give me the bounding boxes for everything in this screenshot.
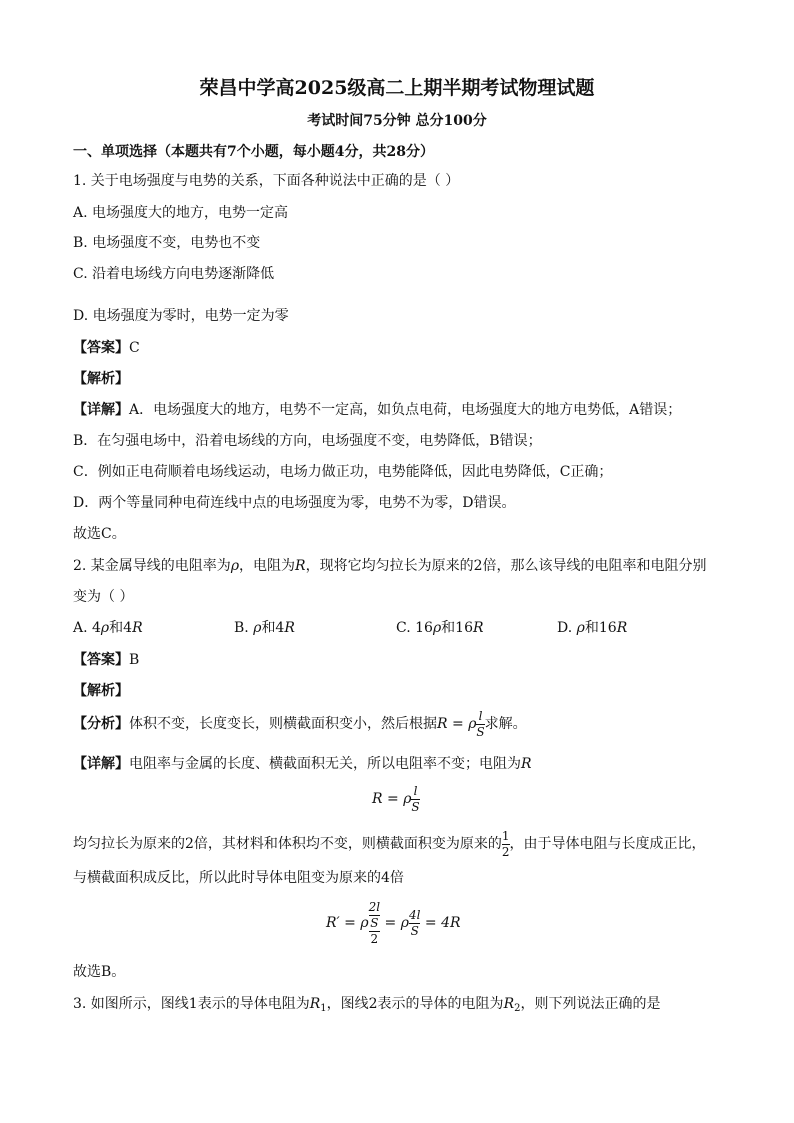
fraction-half [502, 830, 510, 859]
rho-symbol: ρ [400, 915, 409, 931]
answer-value: C [129, 340, 140, 356]
rho-symbol: ρ [360, 915, 369, 931]
r-symbol: R [616, 620, 628, 636]
option-label: C. 16 [396, 620, 433, 636]
inner-fraction [369, 901, 380, 930]
q1-detail-line-4: D．两个等量同种电荷连线中点的电场强度为零，电势不为零，D错误。 [73, 495, 516, 511]
answer-tag: 【答案】 [73, 340, 129, 356]
compound-fraction [369, 901, 380, 946]
numerator: 1 [501, 828, 510, 843]
q1-option-d: D. 电场强度为零时，电势一定为零 [73, 308, 289, 324]
q2-option-b [234, 619, 295, 637]
numerator [369, 901, 380, 930]
numerator: 4l [408, 907, 421, 922]
text: ，电阻为 [239, 558, 296, 574]
fraction [409, 909, 420, 938]
q2-option-a [73, 619, 143, 637]
option-text: 和16 [584, 620, 617, 636]
r-symbol: R [372, 791, 383, 807]
detail-tag: 【详解】 [73, 402, 129, 418]
q2-detail-line-1 [73, 755, 532, 773]
numerator: l [478, 708, 483, 723]
fenxi-tag: 【分析】 [73, 716, 129, 732]
q2-detail-line-3: 与横截面积成反比，所以此时导体电阻变为原来的4倍 [73, 870, 404, 886]
r-prime-symbol: R′ [326, 915, 340, 931]
fenxi-text: 体积不变，长度变长，则横截面积变小，然后根据 [129, 716, 437, 732]
text: ，现将它均匀拉长为原来的2倍，那么该导线的电阻率和电阻分别 [305, 558, 707, 574]
q2-stem-line-2: 变为（ ） [73, 589, 134, 605]
q1-detail-line-1 [73, 401, 681, 419]
section-heading: 一、单项选择（本题共有7个小题，每小题4分，共28分） [73, 144, 434, 160]
detail-text: 均匀拉长为原来的2倍，其材料和体积均不变，则横截面积变为原来的 [73, 836, 502, 852]
rho-symbol: ρ [230, 558, 240, 574]
numerator: l [413, 783, 418, 798]
resistance-formula-inline: R = ρ $\frac{l}{S}$ [437, 708, 485, 739]
rho-symbol: ρ [253, 620, 262, 636]
denominator: 2 [370, 931, 379, 946]
r-symbol: R [295, 558, 306, 574]
r2-symbol: R [503, 996, 515, 1012]
answer-tag: 【答案】 [73, 652, 129, 668]
q2-analysis-tag: 【解析】 [73, 683, 129, 699]
r1-symbol: R [309, 996, 321, 1012]
subscript: 2 [514, 1003, 521, 1014]
q1-answer [73, 339, 140, 357]
formula-resistance: R = ρ $\frac{l}{S}$ [372, 783, 420, 814]
q1-option-c: C. 沿着电场线方向电势逐渐降低 [73, 266, 275, 282]
q1-conclusion: 故选C。 [73, 526, 126, 542]
text: 2. 某金属导线的电阻率为 [73, 558, 231, 574]
detail-tag: 【详解】 [73, 756, 129, 772]
q1-stem: 1. 关于电场强度与电势的关系，下面各种说法中正确的是（ ） [73, 173, 460, 189]
q2-option-c [396, 619, 484, 637]
q2-stem-line-1 [73, 557, 707, 575]
formula-new-resistance: R′ = ρ $\frac{\frac{2l}{S}}{2}$ = ρ $\frac{4l}{S}$ = 4R [326, 899, 461, 946]
option-label: B. [234, 620, 254, 636]
detail-text-end: ，由于导体电阻与长度成正比， [509, 836, 706, 852]
rho-symbol: ρ [100, 620, 110, 636]
rho-symbol: ρ [432, 620, 442, 636]
r-symbol: R [473, 620, 484, 636]
q1-option-a: A. 电场强度大的地方，电势一定高 [73, 205, 289, 221]
q2-fenxi [73, 709, 527, 739]
option-text: 和4 [261, 620, 285, 636]
q2-detail-line-2 [73, 829, 706, 859]
subscript: 1 [320, 1003, 327, 1014]
denominator: S [370, 915, 379, 930]
fenxi-text-end: 求解。 [484, 716, 527, 732]
q2-conclusion: 故选B。 [73, 964, 126, 980]
detail-text: A．电场强度大的地方，电势不一定高，如负点电荷，电场强度大的地方电势低，A错误； [129, 402, 682, 418]
rho-symbol: ρ [468, 716, 477, 732]
exam-info: 考试时间75分钟 总分100分 [307, 113, 487, 129]
q2-option-d [557, 619, 627, 637]
q1-detail-line-2: B．在匀强电场中，沿着电场线的方向，电场强度不变，电势降低，B错误； [73, 433, 542, 449]
rho-symbol: ρ [403, 791, 412, 807]
page-title: 荣昌中学高2025级高二上期半期考试物理试题 [199, 77, 595, 99]
q1-option-b: B. 电场强度不变，电势也不变 [73, 235, 261, 251]
q2-answer [73, 651, 139, 669]
text: 3. 如图所示，图线1表示的导体电阻为 [73, 996, 310, 1012]
option-label: A. 4 [73, 620, 101, 636]
denominator: S [410, 923, 419, 938]
detail-text: 电阻率与金属的长度、横截面积无关，所以电阻率不变；电阻为 [129, 756, 521, 772]
r-symbol: R [284, 620, 295, 636]
denominator: 2 [501, 844, 510, 859]
q1-analysis-tag: 【解析】 [73, 371, 129, 387]
text: ，则下列说法正确的是 [520, 996, 661, 1012]
fraction [476, 710, 484, 739]
q3-stem [73, 995, 660, 1018]
rho-symbol: ρ [576, 620, 585, 636]
r-symbol: R [521, 756, 532, 772]
denominator: S [476, 724, 485, 739]
fraction [411, 785, 419, 814]
r-symbol: R [132, 620, 143, 636]
option-text: 和4 [109, 620, 133, 636]
answer-value: B [129, 652, 140, 668]
numerator: 2l [368, 899, 381, 914]
denominator: S [411, 799, 420, 814]
r-symbol: R [437, 716, 448, 732]
result: 4R [441, 915, 461, 931]
option-label: D. [557, 620, 577, 636]
text: ，图线2表示的导体的电阻为 [326, 996, 504, 1012]
q1-detail-line-3: C．例如正电荷顺着电场线运动，电场力做正功，电势能降低，因此电势降低，C正确； [73, 464, 613, 480]
option-text: 和16 [441, 620, 473, 636]
